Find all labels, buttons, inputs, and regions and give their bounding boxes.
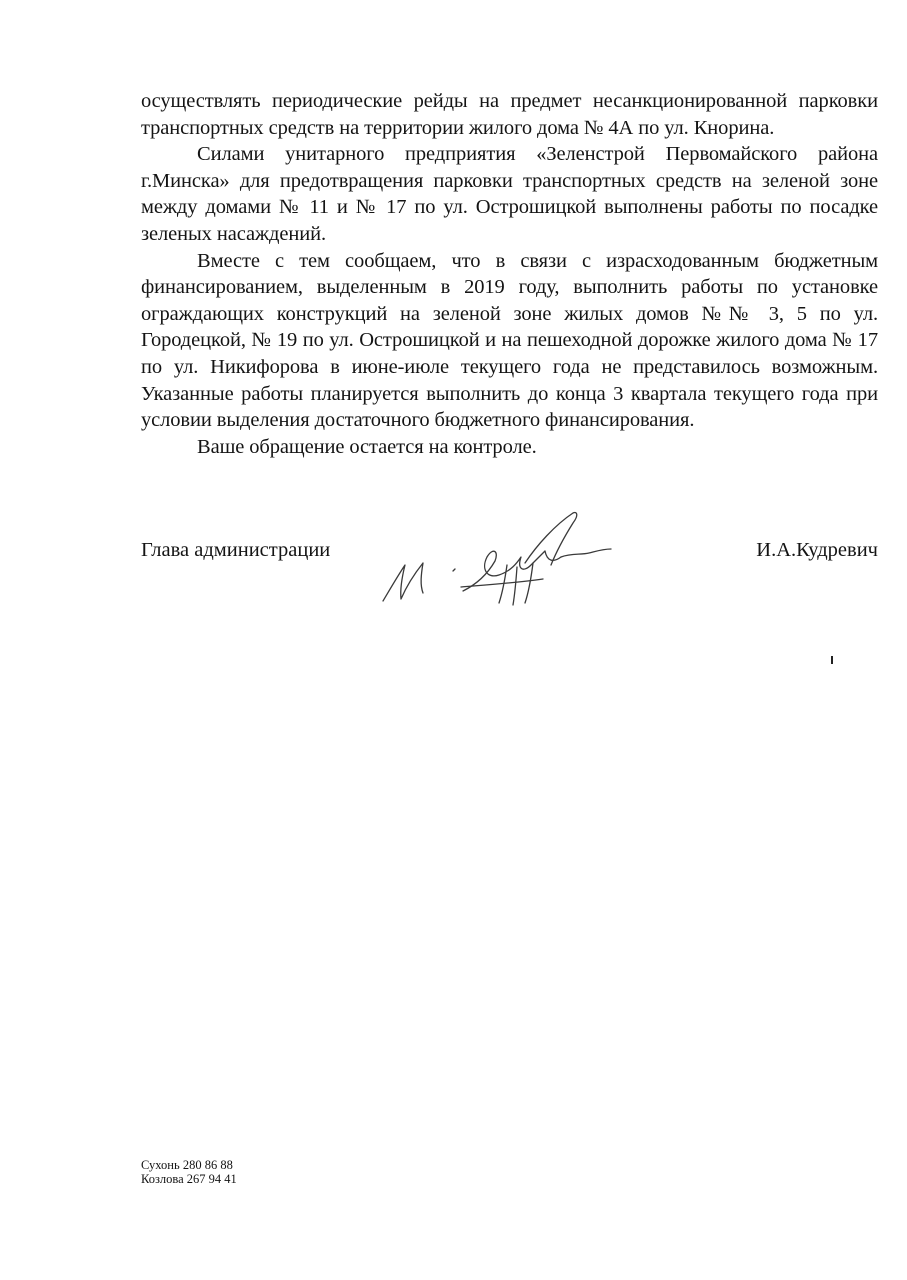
contacts-block: [141, 1158, 237, 1186]
handwritten-signature: [375, 505, 625, 610]
signature-upper-flourish: [525, 512, 577, 565]
signature-tail: [561, 549, 611, 557]
signer-position: Глава администрации: [141, 539, 331, 561]
contact-line: Сухонь 280 86 88: [141, 1158, 233, 1172]
paragraph-greenery-works: Силами унитарного предприятия «Зеленстрой Первомайского района г.Минска» для предотвращения парковки транспортных средств на зеленой зоне между домами № 11 и № 17 по ул. Острошицкой выполнены работы по посадке зеленых насаждений.: [141, 143, 878, 245]
letter-body: [141, 88, 878, 460]
signature-dot: [453, 569, 455, 571]
scan-speck: [831, 656, 833, 664]
paragraph-fencing-funding: Вместе с тем сообщаем, что в связи с израсходованным бюджетным финансированием, выделенным в 2019 году, выполнить работы по установке ограждающих конструкций на зеленой зоне жилых домов №№ 3, 5 по ул. Городецкой, № 19 по ул. Острошицкой и на пешеходной дорожке жилого дома № 17 по ул. Никифорова в июне-июле текущего года не представилось возможным. Указанные работы планируется выполнить до конца 3 квартала текущего года при условии выделения достаточного бюджетного финансирования.: [141, 249, 878, 432]
signature-descender-2: [513, 567, 517, 605]
contact-line: Козлова 267 94 41: [141, 1172, 237, 1186]
signer-name: И.А.Кудревич: [756, 539, 878, 561]
paragraph-continuation: осуществлять периодические рейды на предмет несанкционированной парковки транспортных средств на территории жилого дома № 4А по ул. Кнорина.: [141, 90, 878, 139]
signature-initial-stroke: [383, 563, 423, 601]
paragraph-closing: Ваше обращение остается на контроле.: [197, 435, 537, 458]
signature-underline: [461, 579, 543, 587]
